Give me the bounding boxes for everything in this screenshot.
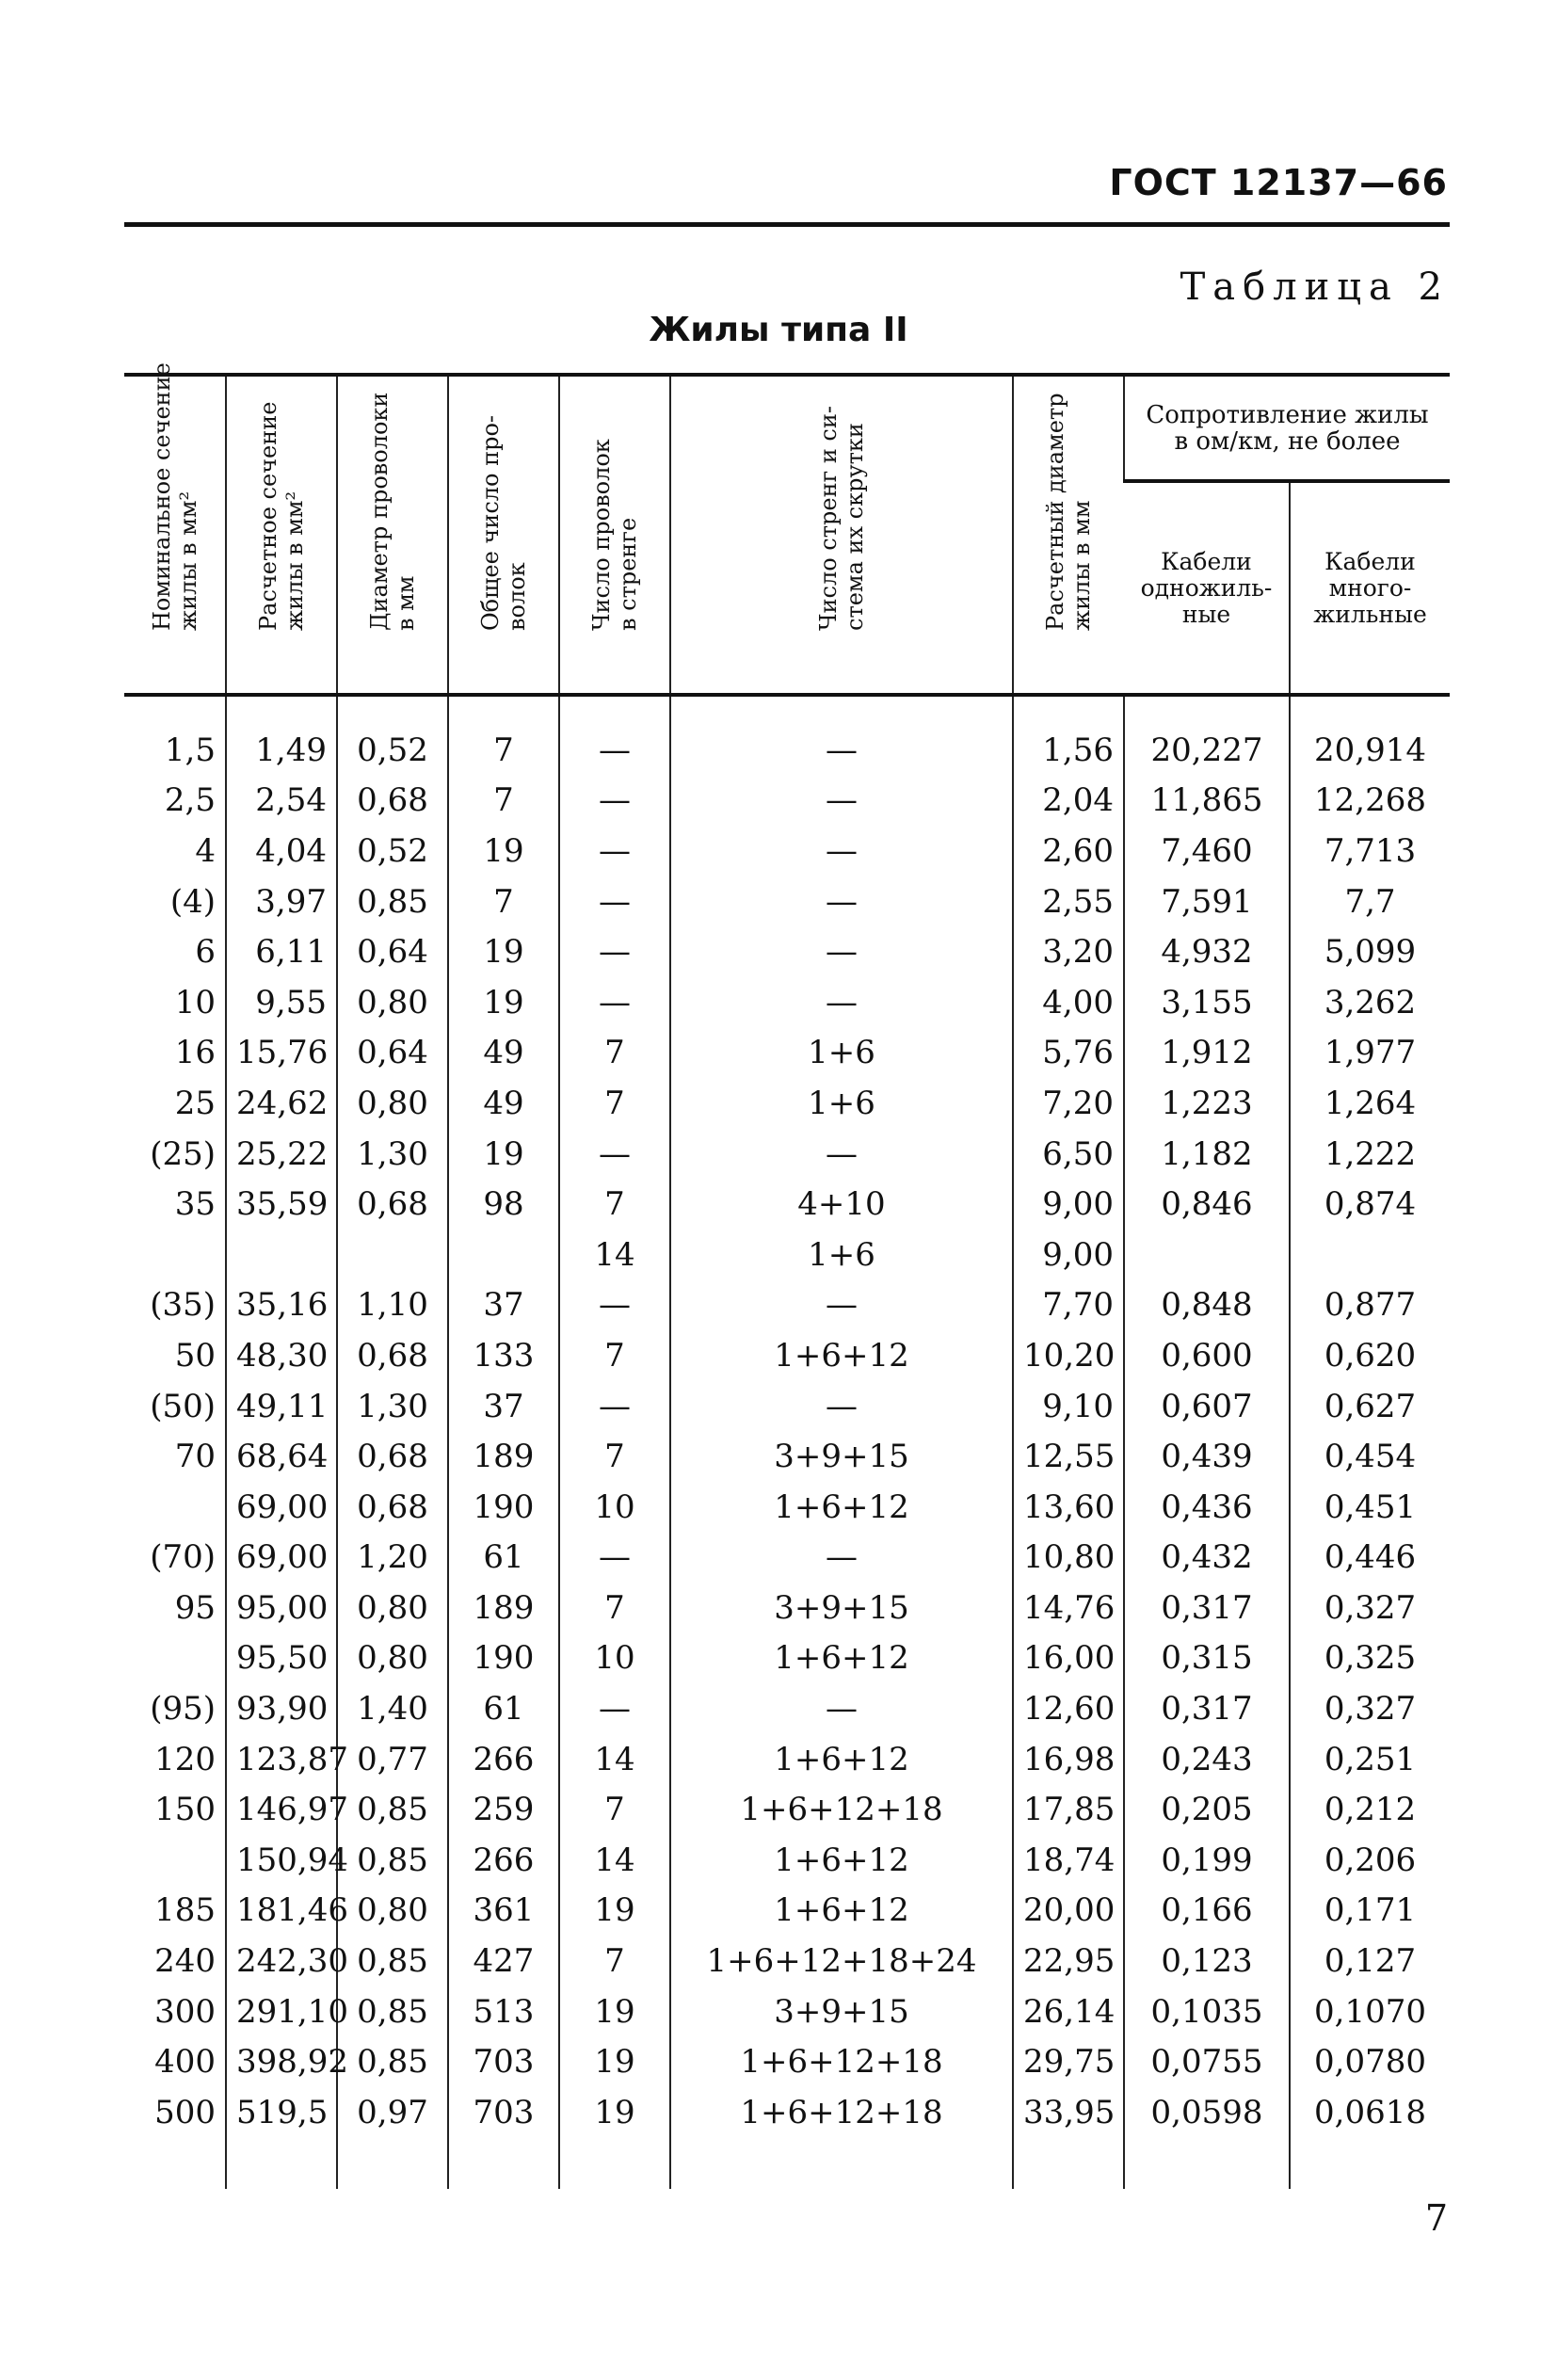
cell-calculated-section: 150,94 [226,1835,337,1886]
cell-calculated-section: 69,00 [226,1482,337,1533]
cell-wire-diameter: 0,64 [337,1028,448,1079]
cell-calculated-section: 24,62 [226,1078,337,1129]
cell-calculated-diameter: 12,55 [1013,1431,1124,1482]
cell-wires-per-strand: — [559,1533,670,1584]
cell-strands-twist: — [670,826,1013,876]
cell-wire-diameter: 0,85 [337,1986,448,2037]
cell-strands-twist: 1+6+12 [670,1886,1013,1937]
cell-strands-twist: 1+6+12+18 [670,2087,1013,2189]
header-single-core-cables: Кабели одножиль- ные [1124,481,1290,695]
cell-wires-per-strand: 7 [559,1028,670,1079]
cell-total-wires: 19 [448,977,559,1028]
table-row [124,1583,1450,1633]
cell-nominal-section: 50 [174,1336,216,1375]
cell-resistance-multi: 1,222 [1290,1129,1450,1180]
header-wires-per-strand: Число проволок в стренге [559,375,670,695]
table-row [124,1936,1450,1986]
table-number: Таблица 2 [1180,265,1450,309]
cell-calculated-section: 6,11 [226,926,337,977]
cell-nominal-section [124,1835,226,1886]
cell-wires-per-strand: — [559,826,670,876]
cell-wire-diameter: 0,80 [337,1583,448,1633]
cell-calculated-diameter: 10,20 [1013,1330,1124,1381]
cell-calculated-diameter: 5,76 [1013,1028,1124,1079]
table-row [124,1683,1450,1734]
cell-wires-per-strand: 7 [559,1330,670,1381]
cell-nominal-section: 70 [174,1438,216,1476]
cell-wires-per-strand: 14 [559,1734,670,1785]
cell-calculated-section: 48,30 [226,1330,337,1381]
cell-wires-per-strand: — [559,977,670,1028]
cell-nominal-section: 150 [154,1791,216,1829]
cell-nominal-section [124,1633,226,1684]
table-row [124,1028,1450,1079]
cell-wires-per-strand: — [559,876,670,927]
cell-calculated-diameter: 26,14 [1013,1986,1124,2037]
cell-resistance-single: 0,439 [1124,1431,1290,1482]
cell-wire-diameter: 0,68 [337,1431,448,1482]
cell-calculated-section: 519,5 [226,2087,337,2189]
cell-strands-twist: — [670,1533,1013,1584]
cell-calculated-section: 95,50 [226,1633,337,1684]
cell-wire-diameter: 0,85 [337,876,448,927]
cell-resistance-multi: 0,251 [1290,1734,1450,1785]
cell-wires-per-strand: 7 [559,1936,670,1986]
cell-resistance-single: 0,846 [1124,1179,1290,1230]
cell-wire-diameter: 0,85 [337,1936,448,1986]
table-row [124,2087,1450,2189]
cable-core-table [124,362,1450,2189]
cell-wire-diameter: 0,80 [337,977,448,1028]
cell-resistance-multi: 0,206 [1290,1835,1450,1886]
cell-calculated-diameter: 20,00 [1013,1886,1124,1937]
cell-calculated-section: 69,00 [226,1533,337,1584]
cell-total-wires: 61 [448,1683,559,1734]
top-rule [124,222,1450,227]
cell-calculated-diameter: 12,60 [1013,1683,1124,1734]
cell-resistance-multi: 0,1070 [1290,1986,1450,2037]
cell-wires-per-strand: — [559,695,670,776]
cell-calculated-diameter: 18,74 [1013,1835,1124,1886]
cell-nominal-section: 25 [174,1084,216,1122]
cell-wire-diameter: 0,52 [337,695,448,776]
cell-resistance-single: 0,315 [1124,1633,1290,1684]
cell-nominal-section: 4 [195,831,216,870]
cell-nominal-section: (95) [150,1690,216,1729]
cell-total-wires: 190 [448,1482,559,1533]
cell-nominal-section: 300 [154,1992,216,2031]
header-multi-core-cables: Кабели много- жильные [1290,481,1450,695]
table-row [124,1533,1450,1584]
cell-strands-twist: — [670,776,1013,827]
cell-calculated-section: 95,00 [226,1583,337,1633]
cell-wires-per-strand: — [559,1683,670,1734]
cell-resistance-multi: 0,327 [1290,1683,1450,1734]
cell-total-wires: 61 [448,1533,559,1584]
table-row [124,1633,1450,1684]
cell-calculated-section: 291,10 [226,1986,337,2037]
cell-nominal-section [124,1230,226,1280]
cell-total-wires: 266 [448,1734,559,1785]
cell-calculated-section: 35,16 [226,1280,337,1331]
cell-calculated-diameter: 4,00 [1013,977,1124,1028]
cell-calculated-diameter: 13,60 [1013,1482,1124,1533]
table-row [124,1431,1450,1482]
header-total-wires: Общее число про- волок [448,375,559,695]
cell-wire-diameter: 1,30 [337,1129,448,1180]
cell-wires-per-strand: 7 [559,1179,670,1230]
table-row [124,1835,1450,1886]
table-row [124,1986,1450,2037]
cell-calculated-diameter: 10,80 [1013,1533,1124,1584]
cell-resistance-single: 1,182 [1124,1129,1290,1180]
table-row [124,776,1450,827]
cell-resistance-multi: 7,7 [1290,876,1450,927]
page-number: 7 [1424,2197,1448,2239]
cell-nominal-section: 500 [154,2093,216,2131]
cell-calculated-section: 49,11 [226,1381,337,1432]
table-row [124,1179,1450,1230]
cell-calculated-section: 93,90 [226,1683,337,1734]
cell-resistance-multi: 0,454 [1290,1431,1450,1482]
cell-calculated-diameter: 2,04 [1013,776,1124,827]
cell-calculated-section: 68,64 [226,1431,337,1482]
cell-wire-diameter: 0,68 [337,1482,448,1533]
cell-resistance-multi: 0,171 [1290,1886,1450,1937]
cell-wire-diameter: 0,80 [337,1633,448,1684]
cell-total-wires: 49 [448,1078,559,1129]
cell-resistance-single: 0,600 [1124,1330,1290,1381]
cell-wire-diameter: 0,64 [337,926,448,977]
cell-resistance-single: 7,591 [1124,876,1290,927]
cell-calculated-section: 2,54 [226,776,337,827]
header-strands-twist: Число стренг и си- стема их скрутки [670,375,1013,695]
table-body [124,695,1450,2189]
cell-nominal-section: 6 [195,933,216,972]
cell-strands-twist: 1+6+12+18 [670,2036,1013,2087]
cell-wires-per-strand: 7 [559,1078,670,1129]
table-title: Жилы типа II [649,311,908,349]
cell-strands-twist: — [670,926,1013,977]
cell-resistance-multi: 1,264 [1290,1078,1450,1129]
cell-strands-twist: — [670,695,1013,776]
cell-resistance-single: 0,436 [1124,1482,1290,1533]
cell-calculated-diameter: 2,60 [1013,826,1124,876]
cell-resistance-single: 1,912 [1124,1028,1290,1079]
table-row [124,1330,1450,1381]
cell-resistance-single: 0,0598 [1124,2087,1290,2189]
cell-resistance-single: 0,123 [1124,1936,1290,1986]
cell-resistance-multi: 0,0618 [1290,2087,1450,2189]
cell-total-wires: 190 [448,1633,559,1684]
table-row [124,926,1450,977]
cell-total-wires: 189 [448,1431,559,1482]
cell-calculated-diameter: 16,98 [1013,1734,1124,1785]
cell-total-wires: 19 [448,926,559,977]
cell-strands-twist: 1+6 [670,1028,1013,1079]
table-row [124,1482,1450,1533]
cell-wire-diameter: 1,10 [337,1280,448,1331]
cell-total-wires: 7 [448,695,559,776]
header-resistance-group: Сопротивление жилы в ом/км, не более [1124,375,1450,481]
cell-wires-per-strand: 14 [559,1230,670,1280]
cell-resistance-multi: 0,620 [1290,1330,1450,1381]
cell-calculated-diameter: 22,95 [1013,1936,1124,1986]
cell-strands-twist: 3+9+15 [670,1431,1013,1482]
cell-total-wires: 189 [448,1583,559,1633]
cell-calculated-section: 146,97 [226,1784,337,1835]
table-row [124,1078,1450,1129]
cell-resistance-single: 0,205 [1124,1784,1290,1835]
cell-strands-twist: 3+9+15 [670,1986,1013,2037]
table-row [124,1381,1450,1432]
cell-total-wires: 7 [448,876,559,927]
cell-wires-per-strand: — [559,776,670,827]
cell-total-wires: 37 [448,1280,559,1331]
cell-total-wires: 98 [448,1179,559,1230]
table-row [124,1230,1450,1280]
cell-resistance-multi: 0,877 [1290,1280,1450,1331]
cell-resistance-single: 20,227 [1124,695,1290,776]
table-row [124,1734,1450,1785]
table-row [124,1129,1450,1180]
cell-nominal-section: 35 [174,1185,216,1224]
cell-wires-per-strand: 7 [559,1583,670,1633]
cell-resistance-multi: 7,713 [1290,826,1450,876]
cell-wire-diameter: 1,40 [337,1683,448,1734]
cell-wire-diameter: 1,30 [337,1381,448,1432]
cell-nominal-section: 2,5 [164,781,216,820]
cell-calculated-diameter: 17,85 [1013,1784,1124,1835]
cell-total-wires: 7 [448,776,559,827]
cell-wires-per-strand: 10 [559,1482,670,1533]
cell-total-wires: 266 [448,1835,559,1886]
table-row [124,876,1450,927]
header-calculated-diameter: Расчетный диаметр жилы в мм [1013,375,1124,695]
cell-nominal-section: (25) [150,1134,216,1173]
cell-wires-per-strand: 7 [559,1784,670,1835]
header-nominal-section: Номинальное сечение жилы в мм² [124,375,226,695]
cell-calculated-section: 15,76 [226,1028,337,1079]
document-code: ГОСТ 12137—66 [1109,162,1448,203]
header-calculated-section: Расчетное сечение жилы в мм² [226,375,337,695]
table-row [124,1280,1450,1331]
cell-strands-twist: 1+6 [670,1078,1013,1129]
cell-total-wires: 361 [448,1886,559,1937]
table-container [124,362,1450,2189]
cell-wire-diameter: 0,85 [337,1784,448,1835]
cell-wire-diameter: 0,52 [337,826,448,876]
cell-total-wires: 37 [448,1381,559,1432]
table-row [124,977,1450,1028]
cell-calculated-section: 9,55 [226,977,337,1028]
cell-nominal-section: 185 [154,1891,216,1930]
cell-resistance-multi: 3,262 [1290,977,1450,1028]
cell-nominal-section: 120 [154,1740,216,1778]
cell-nominal-section: 10 [174,983,216,1021]
cell-resistance-multi: 0,874 [1290,1179,1450,1230]
cell-calculated-section: 398,92 [226,2036,337,2087]
cell-resistance-multi: 20,914 [1290,695,1450,776]
cell-wires-per-strand: — [559,1280,670,1331]
table-row [124,695,1450,776]
cell-wire-diameter: 0,85 [337,1835,448,1886]
cell-wires-per-strand: — [559,1381,670,1432]
cell-calculated-section: 3,97 [226,876,337,927]
cell-resistance-single: 0,607 [1124,1381,1290,1432]
cell-calculated-section: 181,46 [226,1886,337,1937]
cell-strands-twist: 1+6 [670,1230,1013,1280]
cell-wire-diameter: 0,68 [337,1179,448,1230]
cell-calculated-section: 4,04 [226,826,337,876]
cell-wire-diameter: 0,85 [337,2036,448,2087]
cell-total-wires: 513 [448,1986,559,2037]
cell-resistance-single: 0,243 [1124,1734,1290,1785]
cell-calculated-diameter: 16,00 [1013,1633,1124,1684]
cell-total-wires [448,1230,559,1280]
table-row [124,1886,1450,1937]
cell-strands-twist: — [670,876,1013,927]
cell-strands-twist: 1+6+12 [670,1734,1013,1785]
cell-calculated-diameter: 9,10 [1013,1381,1124,1432]
cell-wires-per-strand: 19 [559,2036,670,2087]
cell-strands-twist: 1+6+12 [670,1482,1013,1533]
cell-calculated-diameter: 29,75 [1013,2036,1124,2087]
cell-total-wires: 19 [448,1129,559,1180]
cell-resistance-multi: 5,099 [1290,926,1450,977]
cell-strands-twist: 1+6+12 [670,1835,1013,1886]
table-row [124,2036,1450,2087]
table-row [124,1784,1450,1835]
cell-total-wires: 703 [448,2036,559,2087]
cell-resistance-multi: 0,446 [1290,1533,1450,1584]
table-header [124,362,1450,695]
cell-calculated-section [226,1230,337,1280]
cell-total-wires: 49 [448,1028,559,1079]
cell-strands-twist: 4+10 [670,1179,1013,1230]
cell-wires-per-strand: — [559,926,670,977]
cell-total-wires: 259 [448,1784,559,1835]
cell-calculated-section: 123,87 [226,1734,337,1785]
cell-resistance-single: 0,432 [1124,1533,1290,1584]
cell-resistance-multi: 0,0780 [1290,2036,1450,2087]
cell-calculated-diameter: 3,20 [1013,926,1124,977]
cell-strands-twist: — [670,1129,1013,1180]
cell-calculated-diameter: 9,00 [1013,1230,1124,1280]
cell-nominal-section: (70) [150,1538,216,1577]
cell-wires-per-strand: 10 [559,1633,670,1684]
cell-strands-twist: 1+6+12+18+24 [670,1936,1013,1986]
cell-wire-diameter: 0,80 [337,1078,448,1129]
cell-calculated-diameter: 7,20 [1013,1078,1124,1129]
table-row [124,826,1450,876]
cell-wire-diameter: 1,20 [337,1533,448,1584]
cell-wires-per-strand: 19 [559,1886,670,1937]
cell-wires-per-strand: 14 [559,1835,670,1886]
cell-resistance-single: 0,317 [1124,1683,1290,1734]
cell-total-wires: 133 [448,1330,559,1381]
cell-calculated-diameter: 14,76 [1013,1583,1124,1633]
cell-resistance-multi: 0,127 [1290,1936,1450,1986]
cell-strands-twist: — [670,1280,1013,1331]
cell-calculated-diameter: 33,95 [1013,2087,1124,2189]
cell-calculated-section: 35,59 [226,1179,337,1230]
cell-wires-per-strand: 19 [559,2087,670,2189]
header-wire-diameter: Диаметр проволоки в мм [337,375,448,695]
cell-nominal-section: (50) [150,1387,216,1425]
cell-calculated-diameter: 9,00 [1013,1179,1124,1230]
cell-strands-twist: 1+6+12 [670,1330,1013,1381]
cell-resistance-multi: 0,327 [1290,1583,1450,1633]
cell-wires-per-strand: 19 [559,1986,670,2037]
cell-resistance-multi: 12,268 [1290,776,1450,827]
cell-resistance-single: 0,1035 [1124,1986,1290,2037]
cell-total-wires: 703 [448,2087,559,2189]
cell-strands-twist: — [670,977,1013,1028]
cell-resistance-single: 0,848 [1124,1280,1290,1331]
cell-strands-twist: 3+9+15 [670,1583,1013,1633]
cell-strands-twist: 1+6+12+18 [670,1784,1013,1835]
cell-wires-per-strand: — [559,1129,670,1180]
cell-wire-diameter: 0,68 [337,776,448,827]
cell-resistance-single: 1,223 [1124,1078,1290,1129]
cell-resistance-single: 3,155 [1124,977,1290,1028]
cell-nominal-section: 1,5 [164,731,216,769]
cell-nominal-section [124,1482,226,1533]
cell-wire-diameter [337,1230,448,1280]
cell-calculated-section: 242,30 [226,1936,337,1986]
cell-resistance-multi: 0,325 [1290,1633,1450,1684]
cell-calculated-diameter: 2,55 [1013,876,1124,927]
cell-nominal-section: 400 [154,2043,216,2082]
cell-strands-twist: 1+6+12 [670,1633,1013,1684]
cell-calculated-section: 25,22 [226,1129,337,1180]
cell-resistance-single: 0,199 [1124,1835,1290,1886]
cell-wires-per-strand: 7 [559,1431,670,1482]
cell-total-wires: 427 [448,1936,559,1986]
cell-nominal-section: 240 [154,1942,216,1981]
cell-resistance-multi [1290,1230,1450,1280]
cell-total-wires: 19 [448,826,559,876]
cell-calculated-diameter: 7,70 [1013,1280,1124,1331]
cell-strands-twist: — [670,1381,1013,1432]
cell-resistance-single [1124,1230,1290,1280]
cell-resistance-single: 0,166 [1124,1886,1290,1937]
cell-resistance-multi: 1,977 [1290,1028,1450,1079]
cell-resistance-single: 0,317 [1124,1583,1290,1633]
cell-wire-diameter: 0,77 [337,1734,448,1785]
cell-resistance-single: 4,932 [1124,926,1290,977]
cell-resistance-multi: 0,212 [1290,1784,1450,1835]
cell-nominal-section: (4) [169,882,216,921]
cell-calculated-diameter: 6,50 [1013,1129,1124,1180]
cell-resistance-single: 11,865 [1124,776,1290,827]
cell-nominal-section: 16 [174,1034,216,1072]
cell-wire-diameter: 0,68 [337,1330,448,1381]
cell-calculated-diameter: 1,56 [1013,695,1124,776]
cell-resistance-single: 0,0755 [1124,2036,1290,2087]
cell-wire-diameter: 0,80 [337,1886,448,1937]
cell-resistance-multi: 0,627 [1290,1381,1450,1432]
cell-calculated-section: 1,49 [226,695,337,776]
cell-resistance-multi: 0,451 [1290,1482,1450,1533]
cell-wire-diameter: 0,97 [337,2087,448,2189]
cell-nominal-section: 95 [174,1588,216,1627]
cell-strands-twist: — [670,1683,1013,1734]
cell-nominal-section: (35) [150,1286,216,1325]
cell-resistance-single: 7,460 [1124,826,1290,876]
